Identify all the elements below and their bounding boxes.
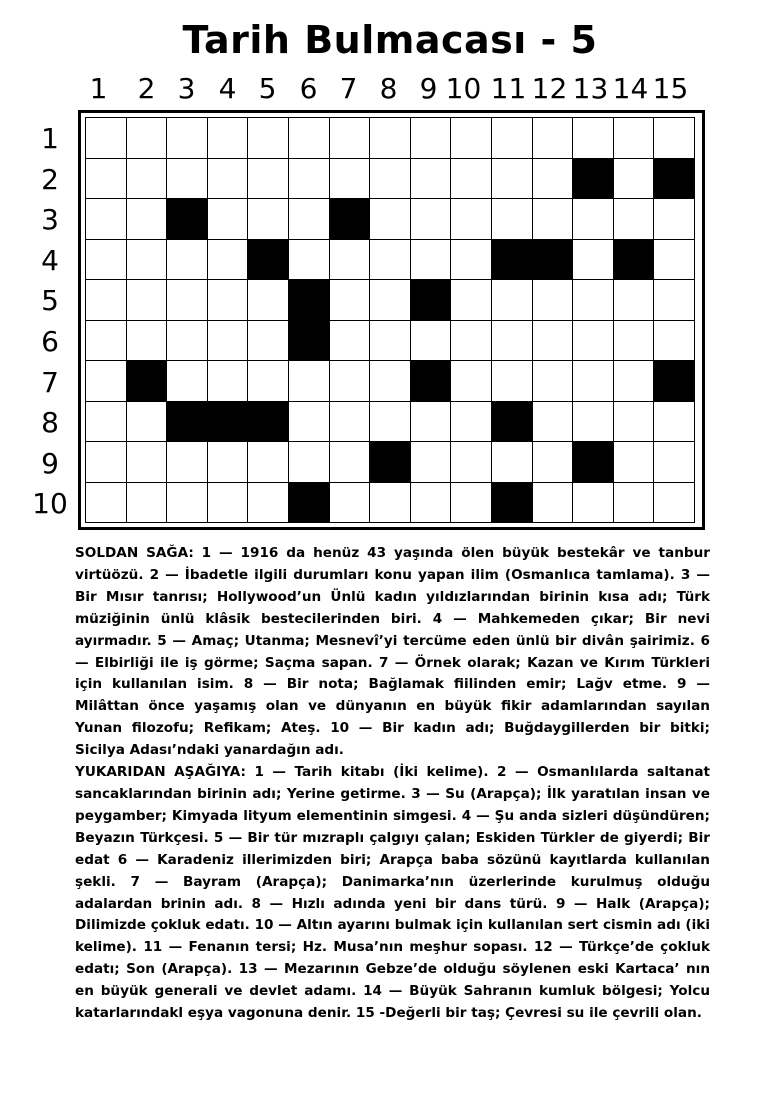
black-cell xyxy=(167,199,208,240)
crossword-cell[interactable] xyxy=(614,118,655,159)
crossword-cell[interactable] xyxy=(573,280,614,321)
crossword-cell[interactable] xyxy=(573,361,614,402)
crossword-cell[interactable] xyxy=(127,159,168,200)
crossword-cell[interactable] xyxy=(208,361,249,402)
crossword-cell[interactable] xyxy=(451,280,492,321)
crossword-cell[interactable] xyxy=(167,240,208,281)
column-number: 7 xyxy=(339,72,358,105)
crossword-cell[interactable] xyxy=(127,280,168,321)
crossword-cell[interactable] xyxy=(370,321,411,362)
crossword-cell[interactable] xyxy=(573,402,614,443)
crossword-cell[interactable] xyxy=(86,361,127,402)
crossword-cell[interactable] xyxy=(411,321,452,362)
crossword-cell[interactable] xyxy=(654,442,695,483)
crossword-cell[interactable] xyxy=(451,442,492,483)
crossword-cell[interactable] xyxy=(654,118,695,159)
crossword-cell[interactable] xyxy=(654,199,695,240)
crossword-cell[interactable] xyxy=(614,321,655,362)
crossword-cell[interactable] xyxy=(86,483,127,524)
black-cell xyxy=(289,483,330,524)
crossword-cell[interactable] xyxy=(451,118,492,159)
crossword-cell[interactable] xyxy=(411,240,452,281)
column-number: 4 xyxy=(218,72,237,105)
crossword-cell[interactable] xyxy=(533,199,574,240)
crossword-cell[interactable] xyxy=(330,361,371,402)
crossword-cell[interactable] xyxy=(167,321,208,362)
crossword-cell[interactable] xyxy=(573,199,614,240)
crossword-cell[interactable] xyxy=(533,118,574,159)
black-cell xyxy=(573,159,614,200)
column-number: 8 xyxy=(379,72,398,105)
row-number: 6 xyxy=(41,325,59,358)
crossword-cell[interactable] xyxy=(370,361,411,402)
crossword-cell[interactable] xyxy=(208,159,249,200)
row-number: 8 xyxy=(41,406,59,440)
crossword-cell[interactable] xyxy=(289,240,330,281)
column-number: 11 xyxy=(490,72,527,105)
row-number: 3 xyxy=(41,203,59,237)
clues-section xyxy=(75,543,710,1025)
crossword-cell[interactable] xyxy=(492,442,533,483)
black-cell xyxy=(614,240,655,281)
row-number: 1 xyxy=(41,122,59,155)
crossword-cell[interactable] xyxy=(289,402,330,443)
crossword-cell[interactable] xyxy=(614,361,655,402)
crossword-cell[interactable] xyxy=(167,483,208,524)
row-number: 4 xyxy=(41,243,59,277)
crossword-cell[interactable] xyxy=(370,280,411,321)
crossword-cell[interactable] xyxy=(451,483,492,524)
row-number: 9 xyxy=(41,446,59,480)
crossword-cell[interactable] xyxy=(492,361,533,402)
crossword-cell[interactable] xyxy=(86,321,127,362)
crossword-cell[interactable] xyxy=(614,483,655,524)
crossword-cell[interactable] xyxy=(370,483,411,524)
crossword-cell[interactable] xyxy=(411,402,452,443)
crossword-cell[interactable] xyxy=(208,321,249,362)
crossword-cell[interactable] xyxy=(573,240,614,281)
crossword-cell[interactable] xyxy=(492,321,533,362)
black-cell xyxy=(533,240,574,281)
crossword-cell[interactable] xyxy=(248,442,289,483)
crossword-cell[interactable] xyxy=(533,280,574,321)
black-cell xyxy=(492,240,533,281)
crossword-cell[interactable] xyxy=(127,240,168,281)
crossword-cell[interactable] xyxy=(411,442,452,483)
black-cell xyxy=(208,402,249,443)
crossword-cell[interactable] xyxy=(614,159,655,200)
crossword-cell[interactable] xyxy=(451,159,492,200)
crossword-cell[interactable] xyxy=(370,159,411,200)
row-number: 2 xyxy=(41,162,59,196)
crossword-cell[interactable] xyxy=(167,361,208,402)
crossword-cell[interactable] xyxy=(330,483,371,524)
crossword-cell[interactable] xyxy=(248,118,289,159)
black-cell xyxy=(411,280,452,321)
crossword-cell[interactable] xyxy=(289,159,330,200)
crossword-cell[interactable] xyxy=(127,442,168,483)
crossword-cell[interactable] xyxy=(573,321,614,362)
crossword-cell[interactable] xyxy=(127,118,168,159)
crossword-cell[interactable] xyxy=(86,199,127,240)
black-cell xyxy=(411,361,452,402)
crossword-cell[interactable] xyxy=(208,442,249,483)
crossword-cell[interactable] xyxy=(451,199,492,240)
black-cell xyxy=(248,240,289,281)
black-cell xyxy=(289,280,330,321)
crossword-cell[interactable] xyxy=(330,280,371,321)
crossword-cell[interactable] xyxy=(289,442,330,483)
crossword-cell[interactable] xyxy=(167,280,208,321)
column-number: 15 xyxy=(652,72,689,105)
crossword-cell[interactable] xyxy=(127,402,168,443)
crossword-cell[interactable] xyxy=(330,442,371,483)
black-cell xyxy=(330,199,371,240)
crossword-cell[interactable] xyxy=(451,402,492,443)
crossword-cell[interactable] xyxy=(492,280,533,321)
crossword-cell[interactable] xyxy=(289,118,330,159)
crossword-cell[interactable] xyxy=(208,240,249,281)
crossword-grid xyxy=(85,117,695,523)
crossword-cell[interactable] xyxy=(533,442,574,483)
column-number: 1 xyxy=(89,72,108,105)
crossword-cell[interactable] xyxy=(289,199,330,240)
crossword-cell[interactable] xyxy=(86,280,127,321)
crossword-cell[interactable] xyxy=(370,402,411,443)
crossword-cell[interactable] xyxy=(127,199,168,240)
crossword-cell[interactable] xyxy=(248,321,289,362)
crossword-cell[interactable] xyxy=(208,483,249,524)
crossword-cell[interactable] xyxy=(167,442,208,483)
column-number: 3 xyxy=(177,72,196,105)
black-cell xyxy=(573,442,614,483)
column-number: 2 xyxy=(137,72,156,105)
black-cell xyxy=(167,402,208,443)
crossword-cell[interactable] xyxy=(411,483,452,524)
crossword-cell[interactable] xyxy=(86,159,127,200)
column-number: 10 xyxy=(445,72,482,105)
crossword-cell[interactable] xyxy=(248,280,289,321)
crossword-cell[interactable] xyxy=(208,118,249,159)
crossword-cell[interactable] xyxy=(127,321,168,362)
crossword-cell[interactable] xyxy=(654,280,695,321)
crossword-cell[interactable] xyxy=(614,280,655,321)
crossword-cell[interactable] xyxy=(86,402,127,443)
crossword-cell[interactable] xyxy=(614,402,655,443)
crossword-cell[interactable] xyxy=(248,159,289,200)
black-cell xyxy=(492,483,533,524)
black-cell xyxy=(654,159,695,200)
down-clues: YUKARIDAN AŞAĞIYA: 1 — Tarih kitabı (İki kelime). 2 — Osmanlılarda saltanat sancaklarından birinin adı; Yerine getirme. 3 — Su (Arapça); İlk yaratılan insan ve peygamber; Kimyada lityum elementinin simgesi. 4 — Şu anda sizleri düşündüren; Beyazın Türkçesi. 5 — Bir tür mızraplı çalgıyı çalan; Eskiden Türkler de giyerdi; Bir edat 6 — Karadeniz illerimizden biri; Arapça baba sözünü kayıtlarda kullanılan şekli. 7 — Bayram (Arapça); Danimarka’nın üzerlerinde kurulmuş olduğu adalardan brinin adı. 8 — Hızlı adında yeni bir dans türü. 9 — Halk (Arapça); Dilimizde çokluk edatı. 10 — Altın ayarını bulmak için kullanılan sert cismin adı (iki kelime). 11 — Fenanın tersi; Hz. Musa’nın meşhur sopası. 12 — Türkçe’de çokluk edatı; Son (Arapça). 13 — Mezarının Gebze’de olduğu söylenen eski Kartaca’ nın en büyük generali ve devlet adamı. 14 — Büyük Sahranın kumluk bölgesi; Yolcu katarlarındakl eşya vagonuna denir. 15 -Değerli bir taş; Çevresi su ile çevrili olan. xyxy=(75,764,710,1022)
crossword-cell[interactable] xyxy=(492,159,533,200)
crossword-cell[interactable] xyxy=(654,483,695,524)
crossword-cell[interactable] xyxy=(86,240,127,281)
black-cell xyxy=(492,402,533,443)
crossword-cell[interactable] xyxy=(614,442,655,483)
crossword-cell[interactable] xyxy=(167,118,208,159)
crossword-cell[interactable] xyxy=(533,402,574,443)
black-cell xyxy=(127,361,168,402)
crossword-cell[interactable] xyxy=(533,361,574,402)
row-number: 5 xyxy=(41,284,59,318)
crossword-cell[interactable] xyxy=(654,402,695,443)
crossword-cell[interactable] xyxy=(411,159,452,200)
crossword-cell[interactable] xyxy=(451,361,492,402)
column-number: 14 xyxy=(612,72,649,105)
column-number: 5 xyxy=(258,72,277,105)
crossword-cell[interactable] xyxy=(614,199,655,240)
crossword-cell[interactable] xyxy=(492,199,533,240)
crossword-cell[interactable] xyxy=(289,361,330,402)
crossword-cell[interactable] xyxy=(573,483,614,524)
crossword-cell[interactable] xyxy=(248,361,289,402)
crossword-cell[interactable] xyxy=(533,483,574,524)
crossword-cell[interactable] xyxy=(533,321,574,362)
crossword-cell[interactable] xyxy=(654,240,695,281)
crossword-cell[interactable] xyxy=(411,118,452,159)
puzzle-title: Tarih Bulmacası - 5 xyxy=(182,18,598,62)
black-cell xyxy=(248,402,289,443)
crossword-cell[interactable] xyxy=(86,442,127,483)
crossword-cell[interactable] xyxy=(492,118,533,159)
crossword-cell[interactable] xyxy=(654,321,695,362)
crossword-cell[interactable] xyxy=(451,321,492,362)
crossword-cell[interactable] xyxy=(370,118,411,159)
crossword-cell[interactable] xyxy=(127,483,168,524)
row-number: 7 xyxy=(41,365,59,399)
crossword-cell[interactable] xyxy=(370,199,411,240)
crossword-cell[interactable] xyxy=(248,483,289,524)
crossword-cell[interactable] xyxy=(86,118,127,159)
crossword-cell[interactable] xyxy=(533,159,574,200)
column-number: 12 xyxy=(531,72,568,105)
crossword-cell[interactable] xyxy=(330,240,371,281)
crossword-cell[interactable] xyxy=(167,159,208,200)
crossword-cell[interactable] xyxy=(330,118,371,159)
crossword-cell[interactable] xyxy=(208,280,249,321)
crossword-cell[interactable] xyxy=(330,402,371,443)
crossword-cell[interactable] xyxy=(330,159,371,200)
black-cell xyxy=(654,361,695,402)
black-cell xyxy=(370,442,411,483)
row-number: 10 xyxy=(32,487,68,521)
crossword-cell[interactable] xyxy=(330,321,371,362)
crossword-cell[interactable] xyxy=(451,240,492,281)
crossword-cell[interactable] xyxy=(370,240,411,281)
crossword-cell[interactable] xyxy=(573,118,614,159)
across-clues: SOLDAN SAĞA: 1 — 1916 da henüz 43 yaşında ölen büyük bestekâr ve tanbur virtüözü. 2 — İbadetle ilgili durumları konu yapan ilim (Osmanlıca tamlama). 3 — Bir Mısır tanrısı; Hollywood’un Ünlü kadın yıldızlarından birinin kısa adı; Türk müziğinin ünlü klâsik bestecilerinden biri. 4 — Mahkemeden çıkar; Bir nevi ayırmadır. 5 — Amaç; Utanma; Mesnevî’yi tercüme eden ünlü bir divân şairimiz. 6 — Elbirliği ile iş görme; Saçma sapan. 7 — Örnek olarak; Kazan ve Kırım Türkleri için kullanılan isim. 8 — Bir nota; Bağlamak fiilinden emir; Lağv etme. 9 — Milâttan önce yaşamış olan ve dünyanın en büyük fikir adamlarından sayılan Yunan filozofu; Refikam; Ateş. 10 — Bir kadın adı; Buğdaygillerden bir bitki; Sicilya Adası’ndaki yanardağın adı. xyxy=(75,545,710,759)
crossword-cell[interactable] xyxy=(411,199,452,240)
column-number: 13 xyxy=(572,72,609,105)
column-number: 6 xyxy=(299,72,318,105)
column-numbers xyxy=(0,72,780,106)
crossword-cell[interactable] xyxy=(248,199,289,240)
column-number: 9 xyxy=(419,72,438,105)
crossword-cell[interactable] xyxy=(208,199,249,240)
black-cell xyxy=(289,321,330,362)
